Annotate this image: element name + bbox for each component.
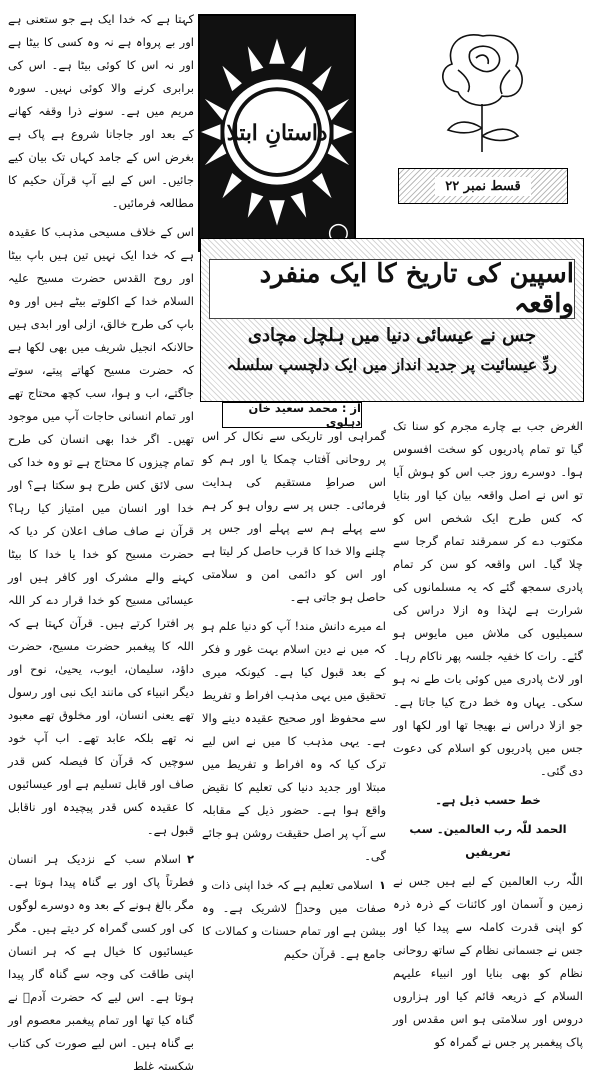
series-logo xyxy=(198,14,356,252)
letter-intro: خط حسب ذیل ہے۔ xyxy=(435,793,541,807)
right-paragraph-1: الغرض جب بے چارے مجرم کو سنا تک گیا تو تمام پادریوں کو سخت افسوس ہوا۔ دوسرے روز جب اس کو ہوش آیا تو اس نے اصل واقعہ بیان کیا اور بتایا کہ کس طرح ایک شخص اس کو مکتوب دے کر سمرقند تمام گرجا سے چلا گیا۔ اس واقعہ کو سن کر تمام پادری سمجھ گئے کہ یہ مسلمانوں کی شرارت ہے لہٰذا وہ ازلا دراس کی سمیلیوں کی ملاش میں مایوس ہو گئے۔ رات کا خفیہ جلسہ پھر ناکام رہا۔ اور لاٹ پادری میں کوئی بات طے نہ ہو سکی۔ یہاں وہ خط درج کیا جاتا ہے۔ جو ازلا دراس نے بھیجا تھا اور لکھا اور جس میں پادریوں کو اسلام کی دعوت دی گئی۔ xyxy=(393,419,583,778)
episode-badge xyxy=(398,168,568,204)
middle-point-text: اسلامی تعلیم ہے کہ خدا اپنی ذات و صفات میں وحدہٗ لاشریک ہے۔ وہ بیشن ہے اور تمام حسنات و کمالات کا جامع ہے۔ قرآن حکیم xyxy=(202,878,386,961)
left-paragraph-1: کہتا ہے کہ خدا ایک ہے جو ستعنی ہے اور بے پرواہ ہے نہ وہ کسی کا بیٹا ہے اور نہ اس کا کوئی بیٹا ہے۔ اس کی برابری کرنے والا کوئی نہیں۔ سورہ مریم میں ہے۔ سونے ذرا وقفہ کھانے کے بعد اور جاجانا شروع ہے پاک ہے بغرض اس کے جامد کہاں تک بیان کیے جائیں۔ اس کے لیے آپ قرآن حکیم کا مطالعہ فرمائیں۔ xyxy=(8,12,194,210)
letter-opening: الحمد للّٰہ رب العالمین۔ سب تعریفیں xyxy=(409,822,567,859)
left-text-column xyxy=(8,8,194,1073)
sunburst-logo-art xyxy=(200,16,354,250)
middle-paragraph-1: گمراہی اور تاریکی سے نکال کر اس پر روحانی آفتاب چمکا یا اور ہم کو اس صراطِ مستقیم کی ہدایت فرمائی۔ جس پر سے رواں ہو کر ہم سے پہلے ہم سے پہلے اور جس پر چلنے والا خدا کا قرب حاصل کر لیتا ہے اور اس کو دائمی امن و سلامتی حاصل ہو جاتی ہے۔ xyxy=(202,429,386,604)
article-subheadline: جس نے عیسائی دنیا میں ہلچل مچادی xyxy=(247,325,537,346)
article-headline: اسپین کی تاریخ کا ایک منفرد واقعہ xyxy=(209,259,575,319)
middle-paragraph-2: اے میرے دانش مند! آپ کو دنیا علم ہو کہ میں نے دین اسلام بہت غور و فکر کے بعد قبول کیا ہے۔ کیونکہ میری تحقیق میں یہی مذہب افراط و تفریط سے محفوظ اور صحیح عقیدہ دینے والا ہے۔ یہی مذہب کا میں نے اس لیے ترک کیا کہ وہ افراط و تفریط میں مبتلا اور جدید دنیا کی تعلیم کا نقیض واقع ہوا ہے۔ حضور ذیل کے مقابلہ سے آپ پر اصل حقیقت روشن ہو جائے گی۔ xyxy=(202,619,386,863)
logo-title: داستانِ ابتلا xyxy=(226,120,328,146)
left-numbered-point xyxy=(8,848,194,1078)
letter-text: اللّٰہ رب العالمین کے لیے ہیں جس نے زمین و آسمان اور کائنات کے ذرہ ذرہ کو اپنی قدرت کاملہ سے پیدا کیا اور جس نے جسمانی نظام کے ساتھ روحانی نظام کو بھی بنایا اور انبیاء علیہم السلام کے ذریعہ قائم کیا اور ہزاروں دروس اور سلامتی ہو اس مقدس اور پاک پیغمبر پر جس نے گمراہ کو xyxy=(393,874,583,1049)
middle-point-number: ١ xyxy=(378,878,386,892)
article-tagline: ردِّ عیسائیت پر جدید انداز میں ایک دلچسپ سلسلہ xyxy=(227,355,557,374)
author-byline: از : محمد سعید خان دہلوی xyxy=(222,402,362,428)
middle-text-column xyxy=(202,425,386,961)
left-point-number: ٢ xyxy=(186,852,194,866)
rose-illustration xyxy=(418,18,548,158)
episode-label: قسط نمبر ٢٢ xyxy=(435,177,530,196)
article-title-band xyxy=(200,238,584,402)
left-paragraph-2: اس کے خلاف مسیحی مذہب کا عقیدہ ہے کہ خدا ایک نہیں تین ہیں باپ بیٹا اور روح القدس حضرت مسیح علیہ السلام خدا کے اکلوتے بیٹے ہیں اور وہ باپ کی طرح خالق، ازلی اور ابدی ہیں حالانکہ انجیل شریف میں بھی لکھا ہے کہ حضرت مسیح کھاتے پیتے، سوتے جاگتے، اب و ہوا، سب کچھ محتاج تھے اور تمام انسانی حاجات آپ میں موجود تھیں۔ اگر خدا بھی انسان کی طرح تمام چیزوں کا محتاج ہے تو وہ خدا کی سی لائق کس طرح ہو سکتا ہے؟ اور خدا اور انسان میں امتیاز کیا رہا؟ قرآن نے صاف صاف اعلان کر دیا کہ حضرت مسیح کو خدا یا خدا کا بیٹا کہنے والے مشرک اور کافر ہیں اور عیسائی مسیح کو خدا قرار دے کر اللہ پر افترا کرتے ہیں۔ قرآن کہتا ہے کہ اللہ کا پیغمبر حضرت مسیح، حضرت داؤد، سلیمان، ایوب، یحییٰ، نوح اور دیگر انبیاء کی مانند ایک نبی اور رسول تھے یعنی انسان، اور مخلوق تھے معبود نہ تھے بلکہ عابد تھے۔ اب آپ خود سوچیں کہ قرآن کا فیصلہ کس قدر صاف اور قابل تسلیم ہے اور عیسائیوں کا عقیدہ کس قدر پیچیدہ اور ناقابل قبول ہے۔ xyxy=(8,225,194,837)
left-point-text: اسلام سب کے نزدیک ہر انسان فطرتاً پاک اور بے گناہ پیدا ہوتا ہے۔ مگر بالغ ہونے کے بعد وہ دوسرے لوگوں کی اور کسی گمراہ کر دیتے ہیں۔ مگر عیسائیوں کا خیال ہے کہ ہر انسان اپنی طاقت کی وجہ سے گناہ گار پیدا ہوتا ہے۔ اس لیے کہ حضرت آدمؑ نے گناہ کیا تھا اور تمام پیغمبر معصوم اور بے گناہ ہیں۔ اس لیے صورت کی کتاب شکستہ غلط xyxy=(8,852,194,1073)
middle-numbered-point xyxy=(202,874,386,966)
right-text-column xyxy=(393,415,583,1049)
